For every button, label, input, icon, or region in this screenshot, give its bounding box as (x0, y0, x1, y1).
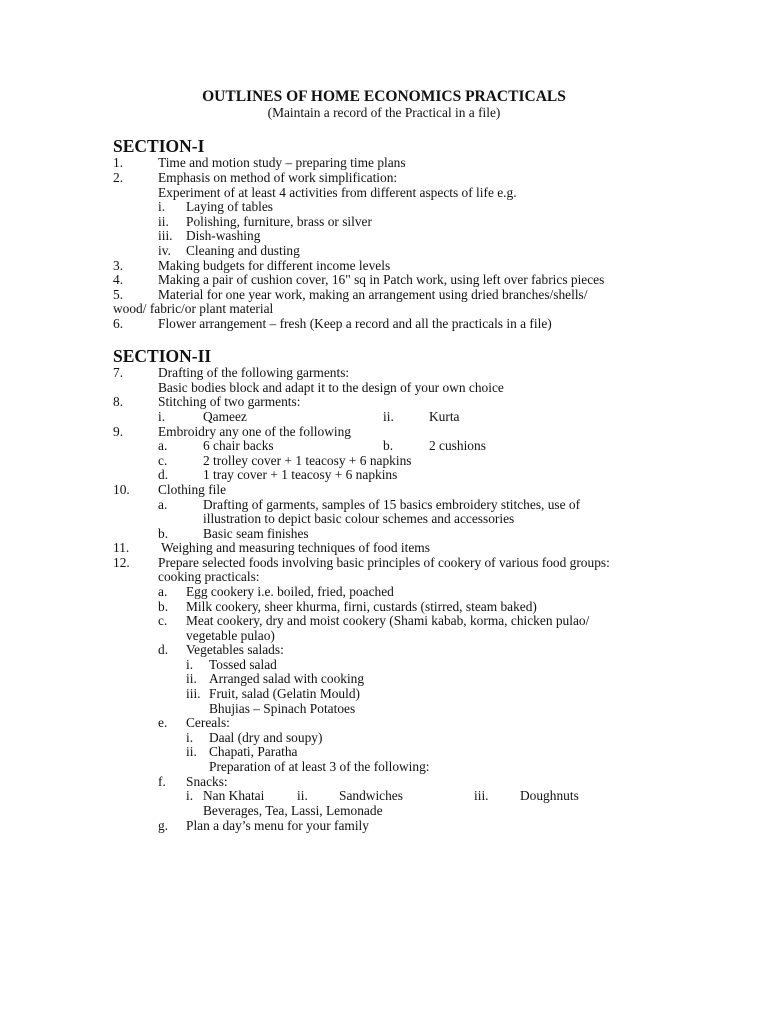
sub-item: 6 chair backs (203, 438, 274, 453)
nested-item-marker: iii. (474, 788, 489, 803)
list-item-text: wood/ fabric/or plant material (113, 301, 274, 316)
sub-item-marker: c. (158, 613, 168, 628)
sub-item-marker: iii. (158, 228, 173, 243)
nested-item-marker: ii. (297, 788, 308, 803)
item-number: 11. (113, 540, 130, 555)
nested-item-text: Beverages, Tea, Lassi, Lemonade (203, 803, 383, 818)
document-title: OUTLINES OF HOME ECONOMICS PRACTICALS (202, 88, 566, 105)
item-number: 3. (113, 258, 124, 273)
nested-item-marker: i. (186, 730, 194, 745)
list-item-text: Basic bodies block and adapt it to the design of your own choice (158, 380, 504, 395)
sub-item: Cleaning and dusting (186, 243, 300, 258)
sub-item: 2 trolley cover + 1 teacosy + 6 napkins (203, 453, 412, 468)
list-item: Embroidry any one of the following (158, 424, 352, 439)
list-item: Emphasis on method of work simplification: (158, 170, 398, 185)
nested-item-marker: ii. (186, 671, 197, 686)
sub-item-marker: a. (158, 497, 168, 512)
nested-item-marker: i. (186, 788, 194, 803)
sub-item-marker: b. (158, 599, 169, 614)
section-heading: SECTION-II (113, 346, 212, 366)
item-number: 12. (113, 555, 130, 570)
sub-item: Polishing, furniture, brass or silver (186, 214, 372, 229)
sub-item: Plan a day’s menu for your family (186, 818, 369, 833)
sub-item-marker: b. (383, 438, 394, 453)
nested-item: Doughnuts (520, 788, 579, 803)
list-item: Weighing and measuring techniques of food items (161, 540, 430, 555)
nested-item-marker: i. (186, 657, 194, 672)
sub-item: 2 cushions (429, 438, 486, 453)
item-number: 5. (113, 287, 124, 302)
sub-item-marker: c. (158, 453, 168, 468)
nested-item-text: Preparation of at least 3 of the following: (209, 759, 430, 774)
sub-item-marker: a. (158, 584, 168, 599)
nested-item-marker: iii. (186, 686, 201, 701)
sub-item: Basic seam finishes (203, 526, 309, 541)
sub-item-marker: ii. (158, 214, 169, 229)
sub-item: Cereals: (186, 715, 230, 730)
nested-item: Sandwiches (339, 788, 403, 803)
sub-item-marker: ii. (383, 409, 394, 424)
nested-item: Nan Khatai (203, 788, 265, 803)
list-item: Drafting of the following garments: (158, 365, 350, 380)
list-item: Material for one year work, making an arrangement using dried branches/shells/ (158, 287, 588, 302)
sub-item: Egg cookery i.e. boiled, fried, poached (186, 584, 394, 599)
nested-item: Tossed salad (209, 657, 277, 672)
nested-item: Arranged salad with cooking (209, 671, 365, 686)
sub-item-marker: d. (158, 467, 169, 482)
item-number: 1. (113, 155, 124, 170)
sub-item-marker: f. (158, 774, 166, 789)
sub-item: Milk cookery, sheer khurma, firni, custards (stirred, steam baked) (186, 599, 537, 614)
list-item: Stitching of two garments: (158, 394, 301, 409)
nested-item: Daal (dry and soupy) (209, 730, 323, 745)
item-number: 7. (113, 365, 124, 380)
list-item: Clothing file (158, 482, 227, 497)
list-item: Time and motion study – preparing time plans (158, 155, 406, 170)
section-heading: SECTION-I (113, 136, 205, 156)
item-number: 8. (113, 394, 124, 409)
item-number: 4. (113, 272, 124, 287)
sub-item-text: illustration to depict basic colour schemes and accessories (203, 511, 515, 526)
sub-item-marker: e. (158, 715, 168, 730)
list-item-text: Experiment of at least 4 activities from different aspects of life e.g. (158, 185, 517, 200)
sub-item-marker: b. (158, 526, 169, 541)
nested-item: Chapati, Paratha (209, 744, 298, 759)
sub-item: Snacks: (186, 774, 228, 789)
item-number: 2. (113, 170, 124, 185)
nested-item: Fruit, salad (Gelatin Mould) (209, 686, 360, 701)
nested-item-text: Bhujias – Spinach Potatoes (209, 701, 356, 716)
sub-item: Drafting of garments, samples of 15 basics embroidery stitches, use of (203, 497, 581, 512)
list-item: Making budgets for different income levels (158, 258, 391, 273)
list-item: Prepare selected foods involving basic principles of cookery of various food groups: (158, 555, 610, 570)
sub-item-marker: i. (158, 199, 166, 214)
sub-item-marker: a. (158, 438, 168, 453)
sub-item: 1 tray cover + 1 teacosy + 6 napkins (203, 467, 398, 482)
sub-item: Laying of tables (186, 199, 274, 214)
sub-item-marker: d. (158, 642, 169, 657)
list-item: Flower arrangement – fresh (Keep a record and all the practicals in a file) (158, 316, 552, 331)
item-number: 10. (113, 482, 130, 497)
list-item: Making a pair of cushion cover, 16" sq in Patch work, using left over fabrics pieces (158, 272, 605, 287)
document-subtitle: (Maintain a record of the Practical in a file) (267, 105, 501, 120)
sub-item: Vegetables salads: (186, 642, 284, 657)
sub-item: Qameez (203, 409, 247, 424)
sub-item-marker: i. (158, 409, 166, 424)
sub-item-text: vegetable pulao) (186, 628, 275, 643)
sub-item-marker: iv. (158, 243, 171, 258)
sub-item-marker: g. (158, 818, 169, 833)
list-item-text: cooking practicals: (158, 569, 260, 584)
sub-item: Kurta (429, 409, 460, 424)
item-number: 6. (113, 316, 124, 331)
nested-item-marker: ii. (186, 744, 197, 759)
sub-item: Meat cookery, dry and moist cookery (Shami kabab, korma, chicken pulao/ (186, 613, 590, 628)
sub-item: Dish-washing (186, 228, 261, 243)
item-number: 9. (113, 424, 124, 439)
